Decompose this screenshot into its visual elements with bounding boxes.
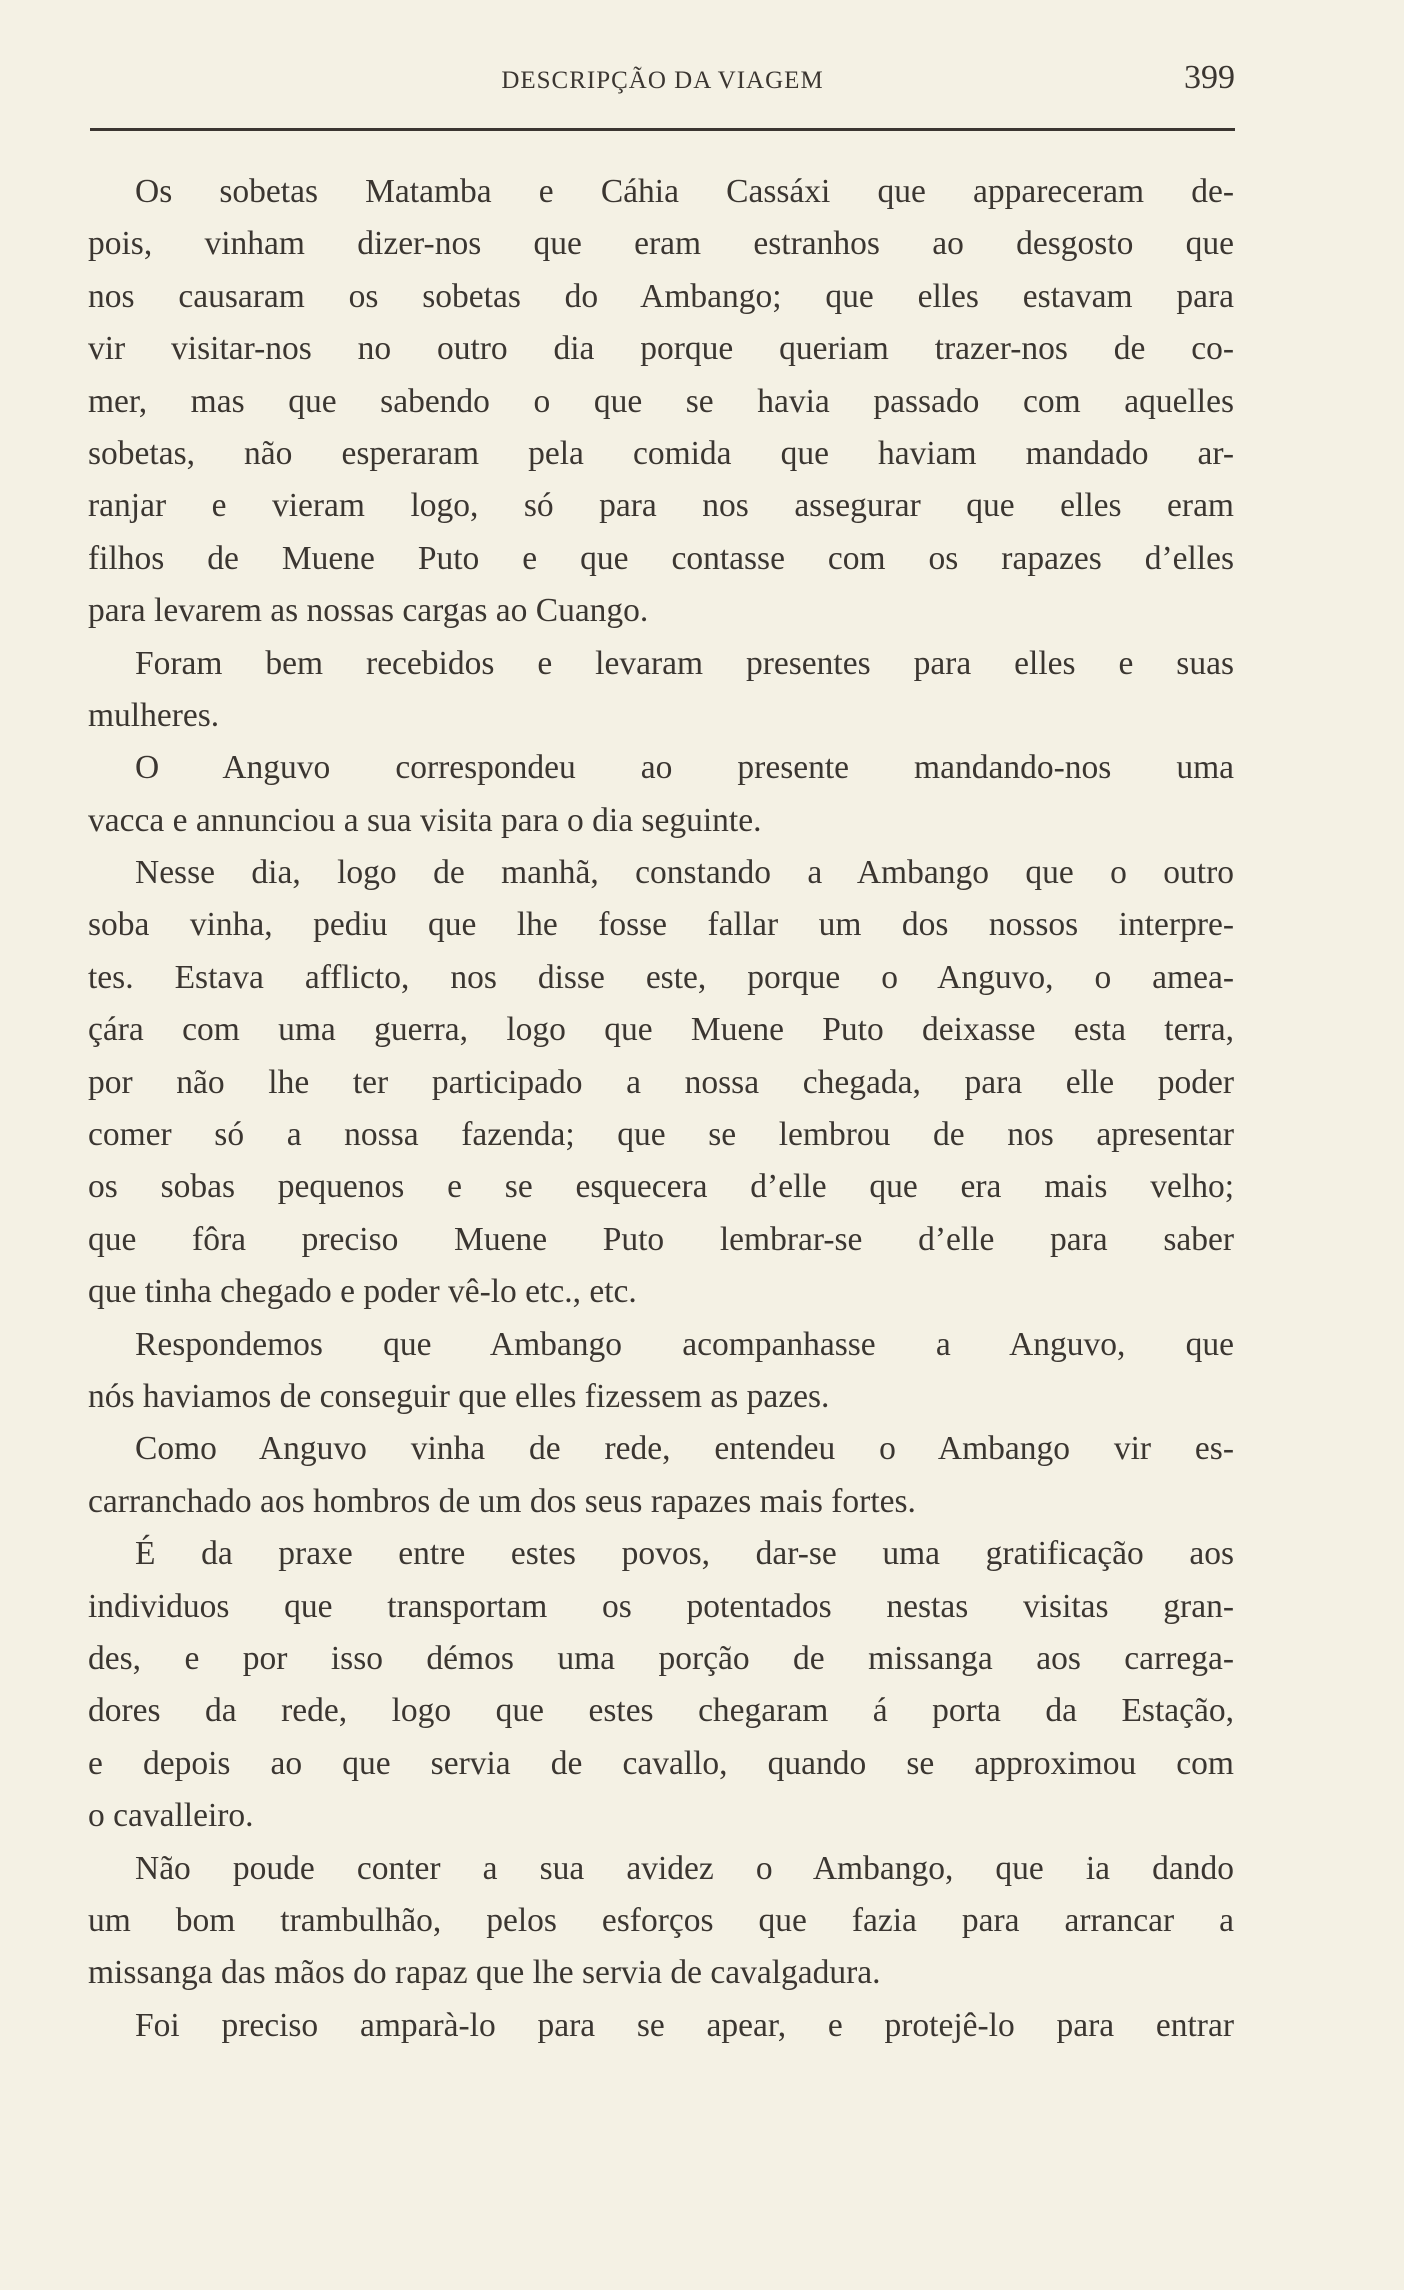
text-line: vir visitar-nos no outro dia porque queriam trazer-nos de co- <box>88 330 1234 368</box>
text-line: um bom trambulhão, pelos esforços que fazia para arrancar a <box>88 1901 1234 1939</box>
body-text <box>88 166 1234 2052</box>
text-line: filhos de Muene Puto e que contasse com os rapazes d’elles <box>88 539 1234 577</box>
text-line: nos causaram os sobetas do Ambango; que elles estavam para <box>88 277 1234 315</box>
text-line: pois, vinham dizer-nos que eram estranhos ao desgosto que <box>88 225 1234 263</box>
text-line: para levarem as nossas cargas ao Cuango. <box>88 592 649 630</box>
text-line: carranchado aos hombros de um dos seus rapazes mais fortes. <box>88 1482 916 1520</box>
text-line: e depois ao que servia de cavallo, quando se approximou com <box>88 1744 1234 1782</box>
text-line: o cavalleiro. <box>88 1797 254 1835</box>
text-line: Foi preciso amparà-lo para se apear, e protejê-lo para entrar <box>135 2006 1234 2044</box>
paragraph <box>88 847 1234 1319</box>
text-line: Os sobetas Matamba e Cáhia Cassáxi que appareceram de- <box>135 173 1234 210</box>
text-line: des, e por isso démos uma porção de missanga aos carrega- <box>88 1639 1234 1677</box>
text-line: sobetas, não esperaram pela comida que haviam mandado ar- <box>88 434 1234 472</box>
text-line: O Anguvo correspondeu ao presente mandando-nos uma <box>135 749 1234 787</box>
text-line: comer só a nossa fazenda; que se lembrou de nos apresentar <box>88 1116 1234 1154</box>
text-line: por não lhe ter participado a nossa chegada, para elle poder <box>88 1063 1234 1101</box>
text-line: ranjar e vieram logo, só para nos assegurar que elles eram <box>88 487 1234 525</box>
text-line: soba vinha, pediu que lhe fosse fallar um dos nossos interpre- <box>88 906 1234 944</box>
paragraph <box>88 166 1234 638</box>
paragraph <box>88 742 1234 847</box>
paragraph <box>88 1528 1234 1842</box>
paragraph <box>88 1843 1234 2000</box>
text-line: Foram bem recebidos e levaram presentes para elles e suas <box>135 644 1234 682</box>
text-line: os sobas pequenos e se esquecera d’elle que era mais velho; <box>88 1168 1234 1206</box>
text-line: Nesse dia, logo de manhã, constando a Ambango que o outro <box>135 854 1234 892</box>
text-line: missanga das mãos do rapaz que lhe servia de cavalgadura. <box>88 1954 881 1992</box>
text-line: mulheres. <box>88 696 220 734</box>
text-line: É da praxe entre estes povos, dar-se uma gratificação aos <box>135 1535 1234 1573</box>
paragraph <box>88 1423 1234 1528</box>
text-line: individuos que transportam os potentados nestas visitas gran- <box>88 1587 1234 1625</box>
page-header <box>90 55 1235 105</box>
text-line: vacca e annunciou a sua visita para o dia seguinte. <box>88 801 762 839</box>
header-rule <box>90 128 1235 131</box>
text-line: Não poude conter a sua avidez o Ambango, que ia dando <box>135 1849 1234 1887</box>
text-line: Como Anguvo vinha de rede, entendeu o Ambango vir es- <box>135 1430 1234 1468</box>
text-line: nós haviamos de conseguir que elles fizessem as pazes. <box>88 1377 830 1415</box>
text-line: mer, mas que sabendo o que se havia passado com aquelles <box>88 382 1234 420</box>
text-line: que fôra preciso Muene Puto lembrar-se d’elle para saber <box>88 1220 1234 1258</box>
text-line: dores da rede, logo que estes chegaram á porta da Estação, <box>88 1692 1234 1730</box>
text-line: tes. Estava afflicto, nos disse este, porque o Anguvo, o amea- <box>88 958 1234 996</box>
page-number: 399 <box>1184 59 1235 96</box>
paragraph <box>88 2000 1234 2052</box>
text-line: que tinha chegado e poder vê-lo etc., etc. <box>88 1273 637 1311</box>
text-line: çára com uma guerra, logo que Muene Puto deixasse esta terra, <box>88 1011 1234 1049</box>
running-title: DESCRIPÇÃO DA VIAGEM <box>501 67 824 94</box>
paragraph <box>88 638 1234 743</box>
paragraph <box>88 1319 1234 1424</box>
text-line: Respondemos que Ambango acompanhasse a Anguvo, que <box>135 1325 1234 1363</box>
